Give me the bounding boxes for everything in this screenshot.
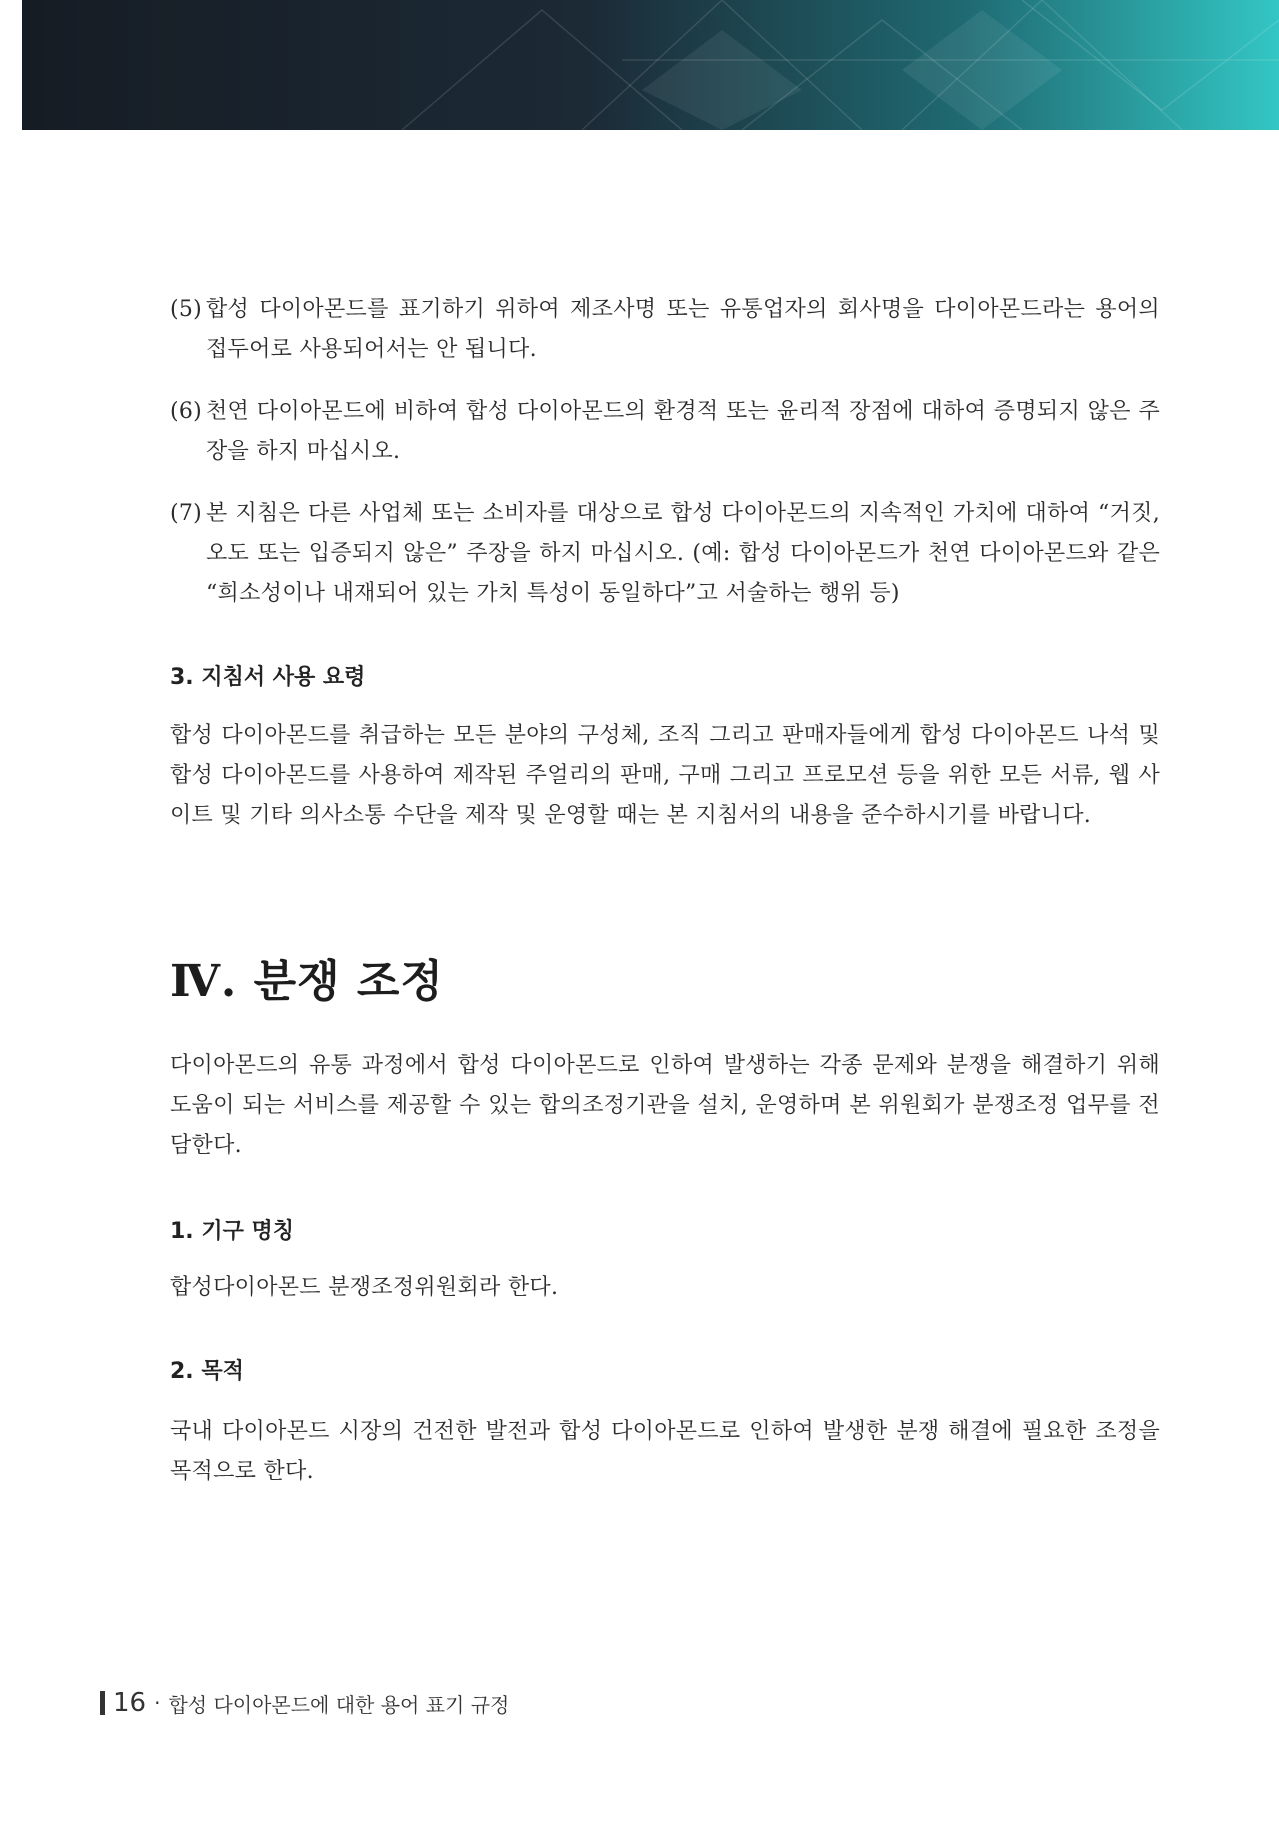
item-number: (7): [170, 501, 203, 526]
list-item: [170, 290, 1160, 370]
item-number: (5): [170, 297, 203, 322]
item-number: (6): [170, 399, 203, 424]
section-title: Ⅳ. 분쟁 조정: [170, 956, 444, 1007]
list-item: [170, 494, 1160, 614]
footer-separator: ·: [154, 1691, 161, 1715]
item-text: 합성 다이아몬드를 표기하기 위하여 제조사명 또는 유통업자의 회사명을 다이아몬드라는 용어의 접두어로 사용되어서는 안 됩니다.: [206, 297, 1160, 362]
usage-paragraph: 합성 다이아몬드를 취급하는 모든 분야의 구성체, 조직 그리고 판매자들에게 합성 다이아몬드 나석 및 합성 다이아몬드를 사용하여 제작된 주얼리의 판매, 구매 그리고 프로모션 등을 위한 모든 서류, 웹 사이트 및 기타 의사소통 수단을 제작 및 운영할 때는 본 지침서의 내용을 준수하시기를 바랍니다.: [170, 723, 1160, 828]
usage-heading: 3. 지침서 사용 요령: [170, 665, 366, 690]
name-paragraph: 합성다이아몬드 분쟁조정위원회라 한다.: [170, 1275, 559, 1300]
purpose-paragraph: 국내 다이아몬드 시장의 건전한 발전과 합성 다이아몬드로 인하여 발생한 분쟁 해결에 필요한 조정을 목적으로 한다.: [170, 1419, 1160, 1484]
name-heading: 1. 기구 명칭: [170, 1219, 294, 1244]
page-footer: [100, 1688, 509, 1718]
item-text: 본 지침은 다른 사업체 또는 소비자를 대상으로 합성 다이아몬드의 지속적인 가치에 대하여 “거짓, 오도 또는 입증되지 않은” 주장을 하지 마십시오. (예: 합성 다이아몬드가 천연 다이아몬드와 같은 “희소성이나 내재되어 있는 가치 특성이 동일하다”고 서술하는 행위 등): [206, 501, 1160, 606]
header-banner: [22, 0, 1279, 130]
item-text: 천연 다이아몬드에 비하여 합성 다이아몬드의 환경적 또는 윤리적 장점에 대하여 증명되지 않은 주장을 하지 마십시오.: [206, 399, 1160, 464]
purpose-heading: 2. 목적: [170, 1359, 244, 1384]
section-intro: 다이아몬드의 유통 과정에서 합성 다이아몬드로 인하여 발생하는 각종 문제와 분쟁을 해결하기 위해 도움이 되는 서비스를 제공할 수 있는 합의조정기관을 설치, 운영하며 본 위원회가 분쟁조정 업무를 전담한다.: [170, 1053, 1160, 1158]
footer-title: 합성 다이아몬드에 대한 용어 표기 규정: [168, 1692, 510, 1717]
footer-bar: [100, 1691, 105, 1715]
list-item: [170, 392, 1160, 472]
page-number: 16: [113, 1688, 147, 1718]
